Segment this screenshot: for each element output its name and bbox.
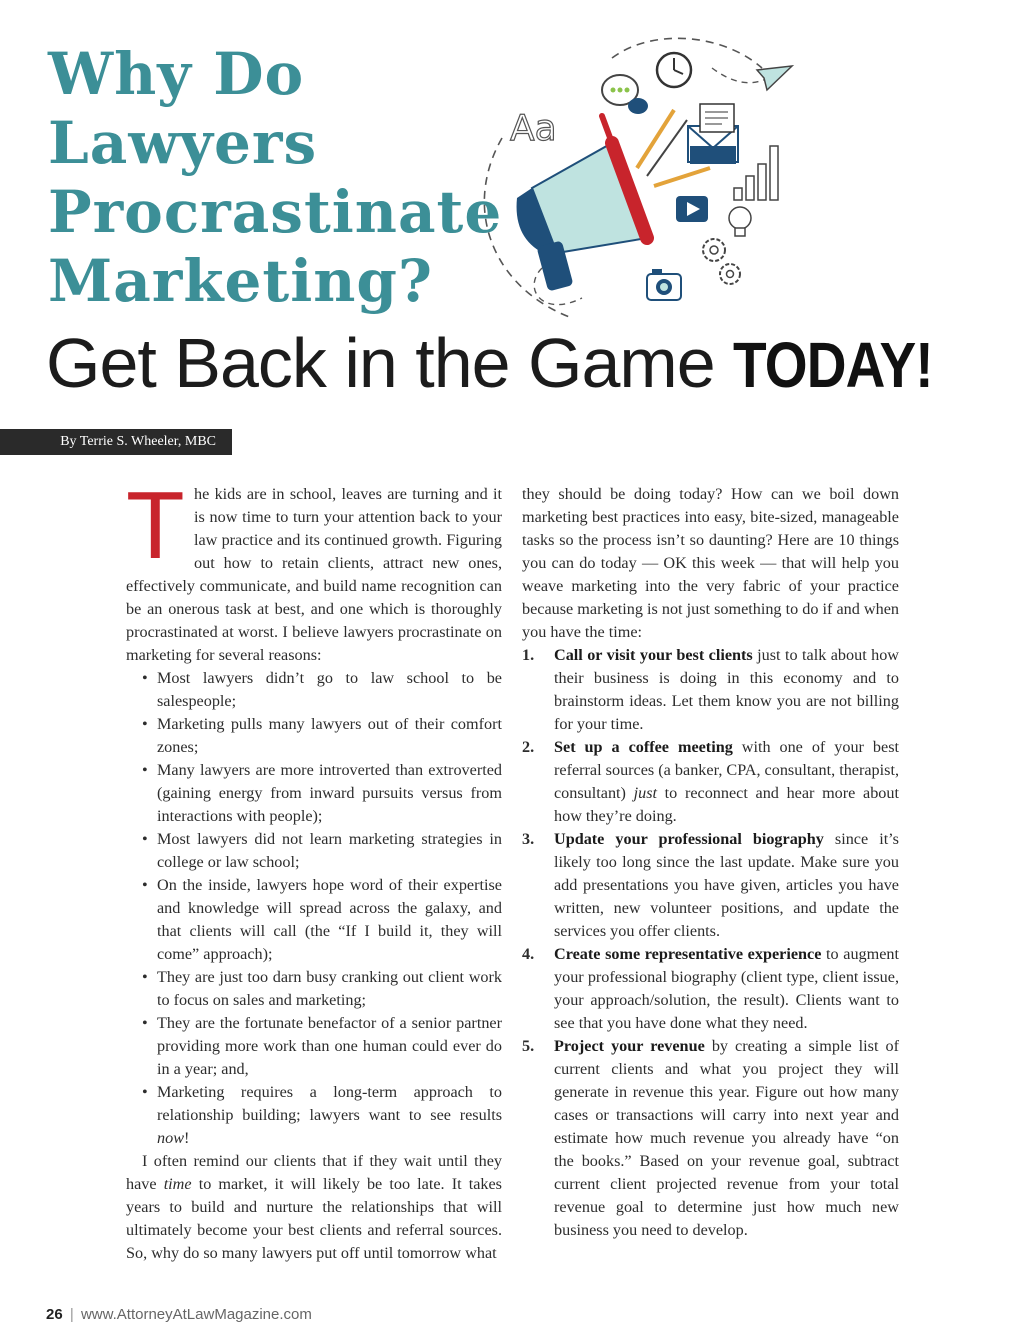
gears-icon	[703, 239, 740, 284]
list-item: • Marketing pulls many lawyers out of their comfort zones;	[126, 713, 502, 759]
font-icon	[510, 108, 557, 149]
step-text: just to talk about how their business is doing in this economy and to brainstorm ideas. Let them know you are not billing for your time.	[554, 646, 899, 733]
list-item: • On the inside, lawyers hope word of their expertise and knowledge will spread across the galaxy, and that clients will call (the “If I build it, they will come” approach);	[126, 874, 502, 966]
step-number: 3.	[522, 830, 535, 848]
intro-paragraph	[126, 472, 502, 667]
step-title: Project your revenue	[554, 1037, 705, 1055]
svg-text:Aa: Aa	[510, 108, 557, 149]
paragraph-text: I often remind our clients that if they wait until they have	[126, 1152, 502, 1193]
article-column-left	[126, 472, 502, 1265]
title-line-2: Lawyers	[48, 109, 318, 177]
step-emphasis: just	[633, 784, 657, 802]
list-item: • Most lawyers didn’t go to law school to be salespeople;	[126, 667, 502, 713]
article-subtitle	[46, 318, 965, 428]
list-item: • Most lawyers did not learn marketing strategies in college or law school;	[126, 828, 502, 874]
body-paragraph	[126, 1150, 502, 1265]
website-url: www.AttorneyAtLawMagazine.com	[80, 1306, 312, 1323]
byline-bar: By Terrie S. Wheeler, MBC	[0, 429, 232, 455]
list-item	[522, 828, 899, 943]
article-title	[48, 40, 502, 316]
list-item	[522, 736, 899, 828]
list-item-text-end: !	[184, 1129, 190, 1147]
list-item	[126, 1081, 502, 1150]
step-text: since it’s likely too long since the last update. Make sure you add presentations you have given, articles you have written, new volunteer positions, and update the services you offer clients.	[554, 830, 899, 940]
footer-separator: |	[69, 1306, 74, 1323]
title-line-1: Why Do	[48, 40, 305, 108]
action-steps-list	[522, 644, 899, 1242]
list-item: • Many lawyers are more introverted than extroverted (gaining energy from inward pursuits versus from interactions with people);	[126, 759, 502, 828]
article-column-right	[522, 483, 899, 1242]
step-text-end: to reconnect and hear more about how they’re doing.	[554, 784, 899, 825]
title-line-3: Procrastinate	[48, 178, 503, 246]
reasons-list	[126, 667, 502, 1150]
intro-text: he kids are in school, leaves are turning and it is now time to turn your attention back to your law practice and its continued growth. Figuring out how to retain clients, attract new ones, effectively communicate, and build name recognition can be an onerous task at best, and one which is thoroughly procrastinated at worst. I believe lawyers procrastinate on marketing for several reasons:	[126, 485, 502, 664]
bar-chart-icon	[734, 146, 778, 200]
video-play-icon	[676, 196, 708, 222]
paragraph-text-continued: to market, it will likely be too late. It takes years to build and nurture the relationships that will ultimately become your best clients and referral sources. So, why do so many lawyers put off until tomorrow what	[126, 1175, 502, 1262]
step-text: by creating a simple list of current clients and what you project they will generate in revenue this year. Figure out how many cases or transactions will carry into next year and estimate how much revenue you already have “on the books.” Based on your revenue goal, subtract current client projected revenue from your total revenue goal to determine just how much new business you need to develop.	[554, 1037, 899, 1239]
clock-icon	[657, 53, 691, 87]
drop-cap: T	[126, 472, 185, 579]
step-text: to augment your professional biography (client type, client issue, your approach/solution, the result). Clients want to see that you have done what they need.	[554, 945, 899, 1032]
page-number: 26	[46, 1306, 63, 1323]
body-paragraph-continued: they should be doing today? How can we boil down marketing best practices into easy, bite-sized, manageable tasks so the process isn’t so daunting? Here are 10 things you can do today — OK this week — that will help you weave marketing into the very fabric of your practice because marketing is not just something to do if and when you have the time:	[522, 485, 899, 641]
list-item-emphasis: now	[157, 1129, 184, 1147]
step-number: 4.	[522, 945, 535, 963]
chat-bubble-icon	[602, 75, 648, 114]
list-item: • They are just too darn busy cranking out client work to focus on sales and marketing;	[126, 966, 502, 1012]
camera-icon	[647, 269, 681, 300]
step-title: Set up a coffee meeting	[554, 738, 733, 756]
step-title: Create some representative experience	[554, 945, 822, 963]
list-item: • They are the fortunate benefactor of a senior partner providing more work than one human could ever do in a year; and,	[126, 1012, 502, 1081]
step-title: Update your professional biography	[554, 830, 824, 848]
step-number: 2.	[522, 738, 535, 756]
list-item	[522, 943, 899, 1035]
step-text: with one of your best referral sources (a banker, CPA, consultant, therapist, consultant)	[554, 738, 899, 802]
subtitle-bold: TODAY!	[733, 329, 933, 401]
lightbulb-icon	[729, 207, 751, 236]
step-number: 5.	[522, 1037, 535, 1055]
list-item-text: Marketing requires a long-term approach to relationship building; lawyers want to see results	[157, 1083, 502, 1124]
paper-plane-icon	[757, 66, 792, 90]
step-title: Call or visit your best clients	[554, 646, 753, 664]
list-item	[522, 644, 899, 736]
step-number: 1.	[522, 646, 535, 664]
paragraph-emphasis: time	[163, 1175, 192, 1193]
subtitle-light: Get Back in the Game	[46, 324, 734, 402]
title-line-4: Marketing?	[48, 247, 433, 315]
list-item	[522, 1035, 899, 1242]
mail-icon	[688, 104, 738, 164]
page-footer	[46, 1306, 312, 1323]
marketing-illustration	[462, 28, 812, 328]
